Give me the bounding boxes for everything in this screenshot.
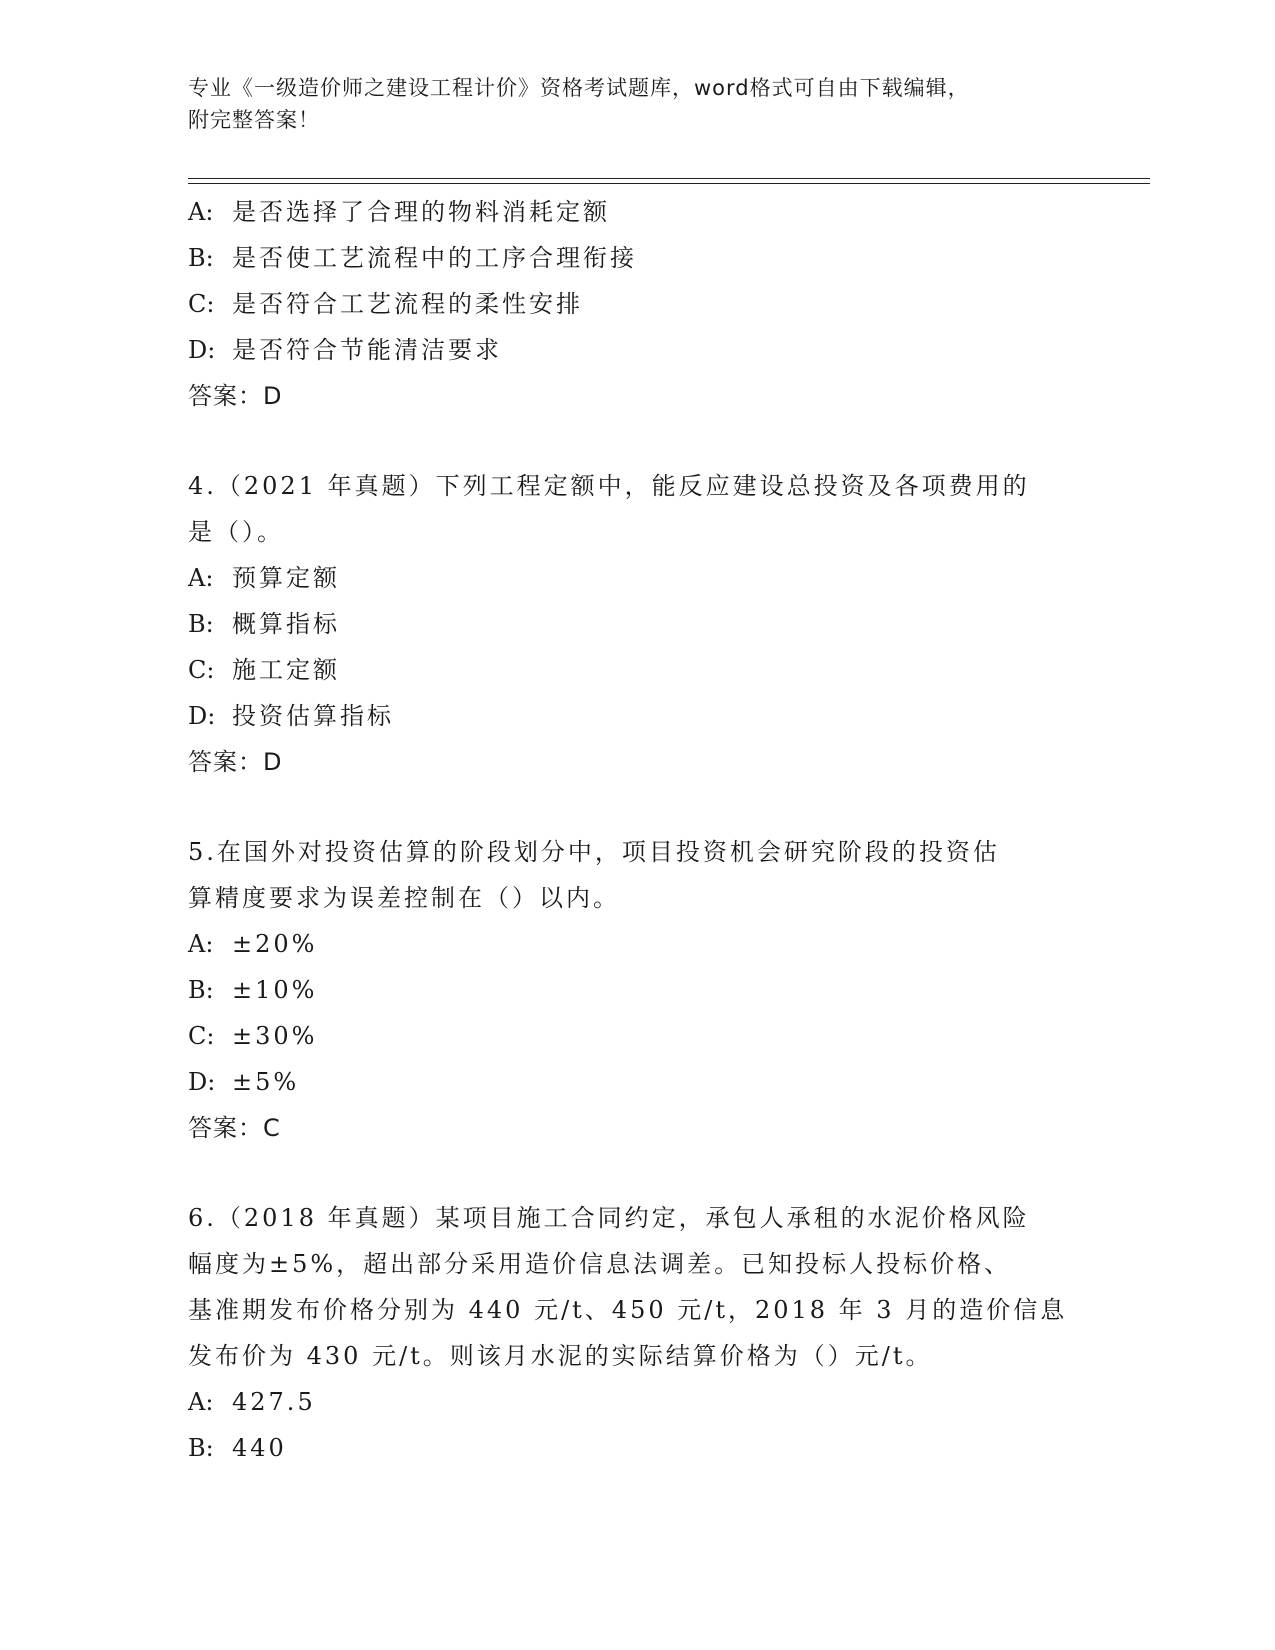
- option-key: C:: [188, 1022, 215, 1050]
- option-text: 是否符合工艺流程的柔性安排: [232, 290, 583, 318]
- option-key: A:: [188, 930, 214, 958]
- question-5: [188, 829, 1068, 1151]
- option-key: C:: [188, 656, 215, 684]
- option-d: [188, 327, 1068, 373]
- question-6: [188, 1195, 1068, 1471]
- option-key: D:: [188, 702, 216, 730]
- header-divider-top: [188, 178, 1150, 179]
- question-stem: [188, 463, 1068, 555]
- option-a: [188, 1379, 1068, 1425]
- option-key: D:: [188, 336, 216, 364]
- question-stem-line: 算精度要求为误差控制在（）以内。: [188, 884, 620, 912]
- question-stem-line: 幅度为±5%，超出部分采用造价信息法调差。已知投标人投标价格、: [188, 1250, 1012, 1278]
- answer-line: 答案：D: [188, 748, 283, 776]
- option-key: B:: [188, 610, 214, 638]
- question-stem-line: 4.（2021 年真题）下列工程定额中，能反应建设总投资及各项费用的: [188, 472, 1030, 500]
- question-stem: [188, 1195, 1068, 1379]
- option-b: [188, 601, 1068, 647]
- option-key: A:: [188, 1388, 214, 1416]
- question-stem-line: 5.在国外对投资估算的阶段划分中，项目投资机会研究阶段的投资估: [188, 838, 1000, 866]
- option-d: [188, 693, 1068, 739]
- option-a: [188, 921, 1068, 967]
- option-text: 施工定额: [232, 656, 340, 684]
- option-text: 是否符合节能清洁要求: [232, 336, 502, 364]
- question-stem-line: 6.（2018 年真题）某项目施工合同约定，承包人承租的水泥价格风险: [188, 1204, 1030, 1232]
- question-stem-line: 基准期发布价格分别为 440 元/t、450 元/t，2018 年 3 月的造价信息: [188, 1296, 1068, 1324]
- option-c: [188, 281, 1068, 327]
- option-text: 概算指标: [232, 610, 340, 638]
- header-line-2: 附完整答案！: [188, 108, 320, 132]
- option-text: 427.5: [232, 1388, 316, 1416]
- option-text: ±5%: [232, 1068, 300, 1096]
- document-header: [188, 72, 1088, 136]
- header-line-1: 专业《一级造价师之建设工程计价》资格考试题库，word格式可自由下载编辑，: [188, 76, 970, 100]
- option-a: [188, 189, 1068, 235]
- option-key: C:: [188, 290, 215, 318]
- option-d: [188, 1059, 1068, 1105]
- question-4: [188, 463, 1068, 785]
- option-text: 预算定额: [232, 564, 340, 592]
- option-text: 投资估算指标: [232, 702, 394, 730]
- option-c: [188, 1013, 1068, 1059]
- option-key: B:: [188, 1434, 214, 1462]
- option-key: A:: [188, 198, 214, 226]
- option-b: [188, 1425, 1068, 1471]
- option-b: [188, 967, 1068, 1013]
- option-text: 是否使工艺流程中的工序合理衔接: [232, 244, 637, 272]
- option-text: 440: [232, 1434, 287, 1462]
- option-a: [188, 555, 1068, 601]
- option-text: ±10%: [232, 976, 318, 1004]
- question-stem-line: 发布价为 430 元/t。则该月水泥的实际结算价格为（）元/t。: [188, 1342, 933, 1370]
- option-text: ±30%: [232, 1022, 318, 1050]
- question-3: [188, 189, 1068, 419]
- option-b: [188, 235, 1068, 281]
- option-c: [188, 647, 1068, 693]
- answer-line: 答案：D: [188, 382, 283, 410]
- question-list: [188, 189, 1068, 1471]
- question-stem-line: 是（）。: [188, 518, 284, 546]
- question-stem: [188, 829, 1068, 921]
- option-text: 是否选择了合理的物料消耗定额: [232, 198, 610, 226]
- option-key: B:: [188, 976, 214, 1004]
- option-key: D:: [188, 1068, 216, 1096]
- option-text: ±20%: [232, 930, 318, 958]
- header-divider-bottom: [188, 183, 1150, 184]
- option-key: A:: [188, 564, 214, 592]
- answer-line: 答案：C: [188, 1114, 281, 1142]
- option-key: B:: [188, 244, 214, 272]
